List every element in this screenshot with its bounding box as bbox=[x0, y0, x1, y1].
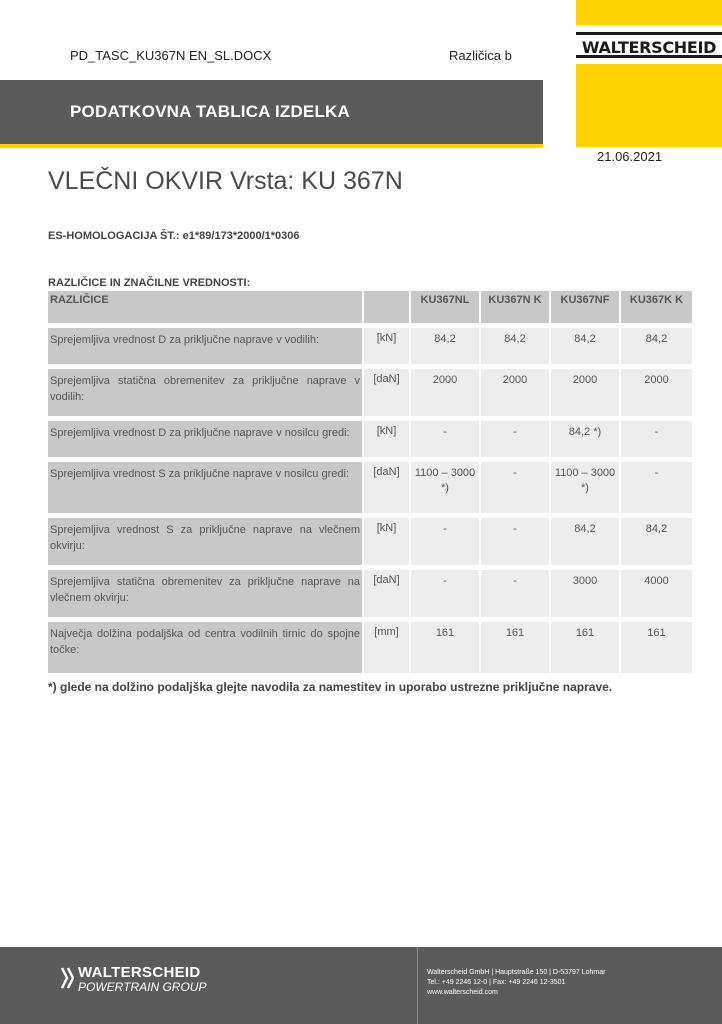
table-row bbox=[48, 518, 692, 565]
row-unit: [kN] bbox=[364, 328, 409, 364]
table-row bbox=[48, 369, 692, 416]
homologation-number: ES-HOMOLOGACIJA ŠT.: e1*89/173*2000/1*0306 bbox=[48, 230, 300, 242]
row-value: 3000 bbox=[551, 570, 619, 617]
footer-website-link[interactable]: www.walterscheid.com bbox=[427, 989, 498, 996]
row-value: 2000 bbox=[481, 369, 549, 416]
row-value: - bbox=[621, 421, 692, 457]
row-value: - bbox=[481, 421, 549, 457]
table-header-variant: KU367K K bbox=[621, 291, 692, 323]
footer-address-line: Walterscheid GmbH | Hauptstraße 150 | D-53797 Lohmar bbox=[427, 969, 606, 976]
row-description: Največja dolžina podaljška od centra vodilnih tirnic do spojne točke: bbox=[48, 622, 362, 673]
row-value: - bbox=[481, 518, 549, 565]
row-unit: [daN] bbox=[364, 369, 409, 416]
row-value: 161 bbox=[551, 622, 619, 673]
table-row bbox=[48, 421, 692, 457]
spec-table bbox=[46, 291, 694, 673]
document-date: 21.06.2021 bbox=[597, 149, 663, 164]
row-description: Sprejemljiva vrednost D za priključne naprave v vodilih: bbox=[48, 328, 362, 364]
row-value: - bbox=[411, 570, 479, 617]
row-value: 84,2 bbox=[621, 518, 692, 565]
row-description: Sprejemljiva vrednost D za priključne naprave v nosilcu gredi: bbox=[48, 421, 362, 457]
section-title: RAZLIČICE IN ZNAČILNE VREDNOSTI: bbox=[48, 277, 251, 289]
footer-brand: WALTERSCHEID bbox=[78, 964, 201, 981]
row-description: Sprejemljiva statična obremenitev za priključne naprave v vodilih: bbox=[48, 369, 362, 416]
page-title: VLEČNI OKVIR Vrsta: KU 367N bbox=[48, 167, 403, 195]
table-header-variant: KU367NL bbox=[411, 291, 479, 323]
row-value: 1100 – 3000 *) bbox=[411, 462, 479, 513]
row-unit: [daN] bbox=[364, 570, 409, 617]
header-band-title: PODATKOVNA TABLICA IZDELKA bbox=[70, 102, 351, 121]
table-row bbox=[48, 462, 692, 513]
row-value: - bbox=[481, 570, 549, 617]
document-version: Različica b bbox=[449, 48, 512, 63]
row-unit: [kN] bbox=[364, 421, 409, 457]
row-description: Sprejemljiva statična obremenitev za priključne naprave na vlečnem okvirju: bbox=[48, 570, 362, 617]
row-value: 1100 – 3000 *) bbox=[551, 462, 619, 513]
row-value: - bbox=[411, 518, 479, 565]
table-header-row bbox=[48, 291, 692, 323]
row-value: 4000 bbox=[621, 570, 692, 617]
row-value: 84,2 bbox=[551, 518, 619, 565]
row-description: Sprejemljiva vrednost S za priključne naprave na vlečnem okvirju: bbox=[48, 518, 362, 565]
row-value: 2000 bbox=[551, 369, 619, 416]
row-value: 84,2 bbox=[621, 328, 692, 364]
row-unit: [daN] bbox=[364, 462, 409, 513]
footer-subbrand: POWERTRAIN GROUP bbox=[78, 980, 207, 994]
row-value: 84,2 *) bbox=[551, 421, 619, 457]
walterscheid-logo: WALTERSCHEID bbox=[576, 32, 722, 58]
header-accent-line bbox=[0, 144, 543, 148]
row-value: 84,2 bbox=[551, 328, 619, 364]
row-unit: [kN] bbox=[364, 518, 409, 565]
row-value: 84,2 bbox=[481, 328, 549, 364]
table-header-unit bbox=[364, 291, 409, 323]
table-header-variant: KU367N K bbox=[481, 291, 549, 323]
table-row bbox=[48, 622, 692, 673]
row-unit: [mm] bbox=[364, 622, 409, 673]
document-filename: PD_TASC_KU367N EN_SL.DOCX bbox=[70, 48, 272, 63]
table-header-variant: KU367NF bbox=[551, 291, 619, 323]
row-value: 161 bbox=[411, 622, 479, 673]
row-value: 2000 bbox=[411, 369, 479, 416]
table-row bbox=[48, 570, 692, 617]
table-row bbox=[48, 328, 692, 364]
footer-divider bbox=[417, 947, 418, 1024]
brand-yellow-block bbox=[576, 0, 722, 147]
row-description: Sprejemljiva vrednost S za priključne naprave v nosilcu gredi: bbox=[48, 462, 362, 513]
row-value: 161 bbox=[621, 622, 692, 673]
table-header-label: RAZLIČICE bbox=[48, 291, 362, 323]
footnote: *) glede na dolžino podaljška glejte navodila za namestitev in uporabo ustrezne priključne naprave. bbox=[48, 680, 613, 694]
footer-phone-line: Tel.: +49 2246 12-0 | Fax: +49 2246 12-3501 bbox=[427, 979, 566, 986]
row-value: - bbox=[621, 462, 692, 513]
row-value: 2000 bbox=[621, 369, 692, 416]
row-value: 84,2 bbox=[411, 328, 479, 364]
row-value: 161 bbox=[481, 622, 549, 673]
walterscheid-emblem-icon bbox=[60, 966, 74, 990]
row-value: - bbox=[411, 421, 479, 457]
row-value: - bbox=[481, 462, 549, 513]
footer-address bbox=[427, 968, 605, 998]
